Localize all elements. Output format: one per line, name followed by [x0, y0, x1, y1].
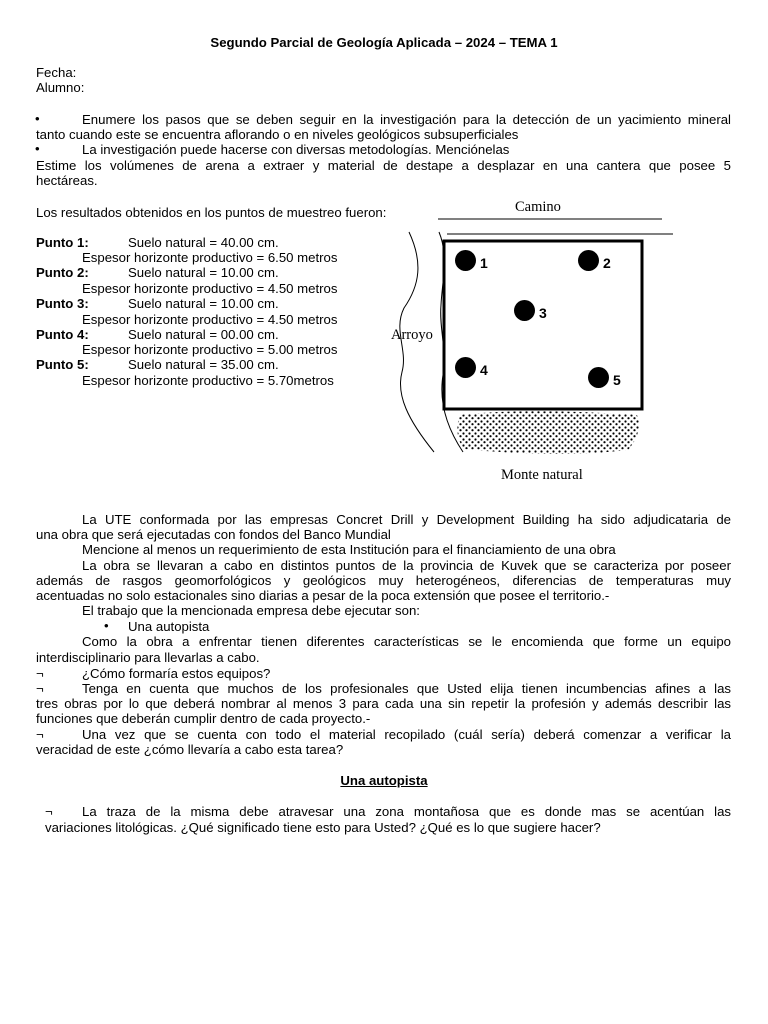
- sample-point-2-icon: [578, 250, 599, 271]
- tenga-line-2: tres obras por lo que deberá nombrar al menos 3 para cada una sin repetir la profesión y además describir las: [36, 696, 731, 711]
- tenga-line-1: Tenga en cuenta que muchos de los profesionales que Usted elija tienen incumbencias afines a las: [82, 681, 731, 696]
- traza-line-1: La traza de la misma debe atravesar una zona montañosa que es donde mas se acentúan las: [82, 804, 731, 819]
- sample-point-5-icon: [588, 367, 609, 388]
- point-4-espesor: Espesor horizonte productivo = 5.00 metros: [82, 342, 338, 357]
- tenga-line-3: funciones que deberán cumplir dentro de cada proyecto.-: [36, 711, 371, 726]
- negation-icon: ¬: [36, 666, 44, 681]
- sample-point-3-number: 3: [539, 305, 547, 321]
- section-title: Una autopista: [340, 773, 428, 788]
- obra-line-1: La obra se llevaran a cabo en distintos puntos de la provincia de Kuvek que se caracteriza por poseer: [82, 558, 731, 573]
- bullet-icon: •: [104, 618, 109, 633]
- formaria-question: ¿Cómo formaría estos equipos?: [82, 666, 271, 681]
- negation-icon: ¬: [36, 681, 44, 696]
- question-3-line-1: Estime los volúmenes de arena a extraer y material de destape a desplazar en una cantera que posee 5: [36, 158, 731, 173]
- map-lines: [0, 0, 768, 500]
- sample-point-3-icon: [514, 300, 535, 321]
- alumno-label: Alumno:: [36, 80, 85, 95]
- question-3-line-2: hectáreas.: [36, 173, 98, 188]
- fecha-label: Fecha:: [36, 65, 77, 80]
- ute-line-2: una obra que será ejecutadas con fondos del Banco Mundial: [36, 527, 391, 542]
- como-line-2: interdisciplinario para llevarlas a cabo.: [36, 650, 260, 665]
- point-1-label: Punto 1:: [36, 235, 89, 250]
- autopista-item: Una autopista: [128, 619, 210, 634]
- question-1-line-1: Enumere los pasos que se deben seguir en la investigación para la detección de un yacimiento mineral: [82, 112, 731, 127]
- mencione-question: Mencione al menos un requerimiento de esta Institución para el financiamiento de una obra: [82, 542, 616, 557]
- vez-line-2: veracidad de este ¿cómo llevaría a cabo esta tarea?: [36, 742, 344, 757]
- sample-point-2-number: 2: [603, 255, 611, 271]
- natural-scrub-area: [457, 411, 638, 453]
- negation-icon: ¬: [36, 727, 44, 742]
- results-intro: Los resultados obtenidos en los puntos de muestreo fueron:: [36, 205, 387, 220]
- point-4-label: Punto 4:: [36, 327, 89, 342]
- bullet-icon: •: [35, 111, 40, 126]
- question-2: La investigación puede hacerse con diversas metodologías. Menciónelas: [82, 142, 510, 157]
- point-5-espesor: Espesor horizonte productivo = 5.70metros: [82, 373, 334, 388]
- point-2-suelo: Suelo natural = 10.00 cm.: [128, 265, 279, 280]
- road-label: Camino: [515, 199, 561, 215]
- stream-label: Arroyo: [391, 327, 433, 343]
- negation-icon: ¬: [45, 804, 53, 819]
- point-4-suelo: Suelo natural = 00.00 cm.: [128, 327, 279, 342]
- sample-point-1-number: 1: [480, 255, 488, 271]
- question-1-line-2: tanto cuando este se encuentra aflorando o en niveles geológicos subsuperficiales: [36, 127, 519, 142]
- como-line-1: Como la obra a enfrentar tienen diferentes características se le encomienda que forme un equipo: [82, 634, 731, 649]
- sample-point-5-number: 5: [613, 372, 621, 388]
- trabajo-line: El trabajo que la mencionada empresa debe ejecutar son:: [82, 603, 420, 618]
- sample-point-4-icon: [455, 357, 476, 378]
- ute-line-1: La UTE conformada por las empresas Concret Drill y Development Building ha sido adjudicataria de: [82, 512, 731, 527]
- exam-title: Segundo Parcial de Geología Aplicada – 2024 – TEMA 1: [210, 35, 558, 50]
- sample-point-1-icon: [455, 250, 476, 271]
- bullet-icon: •: [35, 141, 40, 156]
- point-5-label: Punto 5:: [36, 357, 89, 372]
- obra-line-3: acentuadas no solo estacionales sino diarias a pesar de la poca extensión que posee el territorio.-: [36, 588, 610, 603]
- point-3-espesor: Espesor horizonte productivo = 4.50 metros: [82, 312, 338, 327]
- point-3-label: Punto 3:: [36, 296, 89, 311]
- point-1-espesor: Espesor horizonte productivo = 6.50 metros: [82, 250, 338, 265]
- vez-line-1: Una vez que se cuenta con todo el material recopilado (cuál sería) deberá comenzar a verificar la: [82, 727, 731, 742]
- point-2-espesor: Espesor horizonte productivo = 4.50 metros: [82, 281, 338, 296]
- point-3-suelo: Suelo natural = 10.00 cm.: [128, 296, 279, 311]
- point-5-suelo: Suelo natural = 35.00 cm.: [128, 357, 279, 372]
- scrub-label: Monte natural: [501, 467, 583, 483]
- point-1-suelo: Suelo natural = 40.00 cm.: [128, 235, 279, 250]
- obra-line-2: además de rasgos geomorfológicos y geológicos muy heterogéneos, diferencias de temperaturas muy: [36, 573, 731, 588]
- sample-point-4-number: 4: [480, 362, 488, 378]
- point-2-label: Punto 2:: [36, 265, 89, 280]
- traza-line-2: variaciones litológicas. ¿Qué significado tiene esto para Usted? ¿Qué es lo que sugiere hacer?: [45, 820, 601, 835]
